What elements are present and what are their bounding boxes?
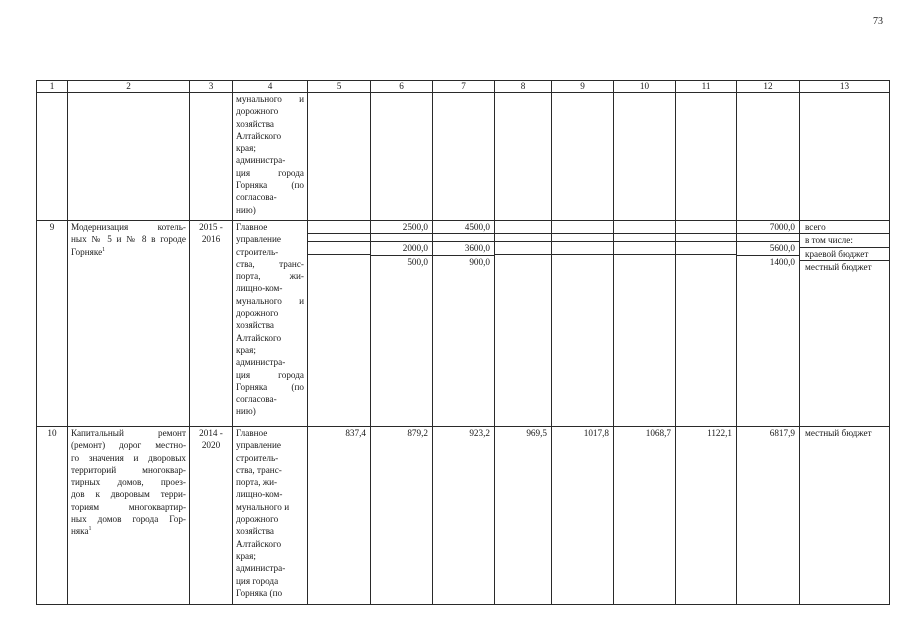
executor-line: управление: [236, 234, 281, 245]
program-table: [36, 80, 890, 605]
funding-source-cell: [800, 427, 890, 605]
executor-line: управление: [236, 440, 281, 451]
name-line: ториям многоквартир-: [71, 501, 186, 512]
header-cell: 4: [233, 81, 308, 93]
footnote-marker: 1: [102, 246, 106, 253]
value-cell: 1122,1: [676, 427, 737, 605]
executor-line: Горняка (по: [236, 180, 304, 191]
executor-line: края;: [236, 344, 256, 355]
header-cell: 2: [68, 81, 190, 93]
name-line: Модернизация котель-: [71, 222, 186, 232]
name-line: (ремонт) дорог местно-: [71, 440, 186, 451]
footnote-marker: 1: [88, 526, 92, 533]
header-cell: 1: [37, 81, 68, 93]
executor-line: нию): [236, 204, 256, 215]
executor-cell: [233, 427, 308, 605]
executor-line: Горняка (по: [236, 587, 283, 598]
period-cell: [190, 427, 233, 605]
executor-line: Главное: [236, 428, 268, 438]
header-cell: 6: [371, 81, 433, 93]
value-cell: 837,4: [308, 427, 371, 605]
value-local: 500,0: [407, 256, 428, 267]
executor-line: порта, жи-: [236, 271, 304, 282]
executor-line: Алтайского: [236, 538, 282, 549]
executor-line: ция города: [236, 167, 304, 178]
period-line: 2015 -: [199, 222, 223, 232]
executor-line: порта, жи-: [236, 477, 278, 488]
name-line: Капитальный ремонт: [71, 428, 186, 438]
header-cell: 8: [495, 81, 552, 93]
executor-line: мунального и: [236, 501, 290, 512]
source-total: всего: [800, 221, 889, 234]
executor-line: строитель-: [236, 246, 279, 257]
value-total: 7000,0: [737, 221, 799, 234]
name-line: дов к дворовым терри-: [71, 489, 186, 500]
executor-line: ция города: [236, 575, 279, 586]
executor-line: ция города: [236, 369, 304, 380]
value-cell: [433, 221, 495, 427]
header-cell: 9: [552, 81, 614, 93]
value-cell: 969,5: [495, 427, 552, 605]
executor-line: администра-: [236, 563, 286, 574]
name-line: Горняке$^1$: [71, 246, 106, 257]
page-number: 73: [873, 16, 883, 27]
value-regional: 5600,0: [737, 242, 799, 255]
value-cell: 6817,9: [737, 427, 800, 605]
source-local: местный бюджет: [805, 428, 872, 438]
executor-line: Алтайского: [236, 130, 282, 141]
value-total: 4500,0: [433, 221, 494, 234]
name-line: тирных домов, проез-: [71, 477, 186, 488]
row-number: 9: [37, 221, 68, 427]
executor-line: лищно-ком-: [236, 489, 283, 500]
executor-line: Горняка (по: [236, 381, 304, 392]
period-cell: [190, 221, 233, 427]
executor-line: согласова-: [236, 192, 277, 203]
measure-name-cell: [68, 221, 190, 427]
header-cell: 10: [614, 81, 676, 93]
name-line: го значения и дворовых: [71, 452, 186, 463]
executor-line: нию): [236, 406, 256, 417]
row-number: 10: [37, 427, 68, 605]
header-cell: 7: [433, 81, 495, 93]
source-regional: краевой бюджет: [800, 248, 889, 261]
name-line: ных домов города Гор-: [71, 514, 186, 525]
executor-line: мунального и: [236, 94, 304, 104]
value-cell: [737, 221, 800, 427]
executor-line: ства, транс-: [236, 464, 282, 475]
header-cell: 11: [676, 81, 737, 93]
continuation-row: [37, 93, 890, 221]
executor-line: хозяйства: [236, 118, 274, 129]
value-cell: 879,2: [371, 427, 433, 605]
executor-line: дорожного: [236, 514, 279, 525]
value-regional: 3600,0: [433, 242, 494, 255]
value-cell: [371, 221, 433, 427]
source-local: местный бюджет: [805, 261, 872, 272]
header-row: [37, 81, 890, 93]
executor-line: согласова-: [236, 394, 277, 405]
executor-cell: [233, 93, 308, 221]
period-line: 2016: [201, 234, 221, 245]
executor-line: Главное: [236, 222, 268, 232]
executor-line: ства, транс-: [236, 258, 304, 269]
header-cell: 13: [800, 81, 890, 93]
name-line: няка$^1$: [71, 526, 92, 537]
executor-line: лищно-ком-: [236, 283, 283, 294]
value-regional: 2000,0: [371, 242, 432, 255]
name-line: ных № 5 и № 8 в городе: [71, 234, 186, 245]
period-line: 2020: [201, 440, 221, 451]
table-row: [37, 427, 890, 605]
executor-line: строитель-: [236, 452, 279, 463]
value-cell: [308, 221, 371, 427]
header-cell: 5: [308, 81, 371, 93]
header-cell: 12: [737, 81, 800, 93]
value-cell: 923,2: [433, 427, 495, 605]
executor-line: администра-: [236, 155, 286, 166]
source-label: в том числе:: [800, 234, 889, 247]
measure-name-cell: [68, 427, 190, 605]
executor-line: хозяйства: [236, 320, 274, 331]
value-cell: 1017,8: [552, 427, 614, 605]
executor-line: дорожного: [236, 308, 279, 319]
executor-line: администра-: [236, 357, 286, 368]
executor-line: края;: [236, 550, 256, 561]
header-cell: 3: [190, 81, 233, 93]
period-line: 2014 -: [199, 428, 223, 438]
value-cell: 1068,7: [614, 427, 676, 605]
table-row: [37, 221, 890, 427]
value-local: 900,0: [469, 256, 490, 267]
funding-source-cell: [800, 221, 890, 427]
executor-cell: [233, 221, 308, 427]
name-line: территорий многоквар-: [71, 464, 186, 475]
executor-line: хозяйства: [236, 526, 274, 537]
executor-line: края;: [236, 143, 256, 154]
executor-line: Алтайского: [236, 332, 282, 343]
executor-line: дорожного: [236, 106, 279, 117]
value-local: 1400,0: [769, 256, 795, 267]
value-total: 2500,0: [371, 221, 432, 234]
executor-line: мунального и: [236, 295, 304, 306]
